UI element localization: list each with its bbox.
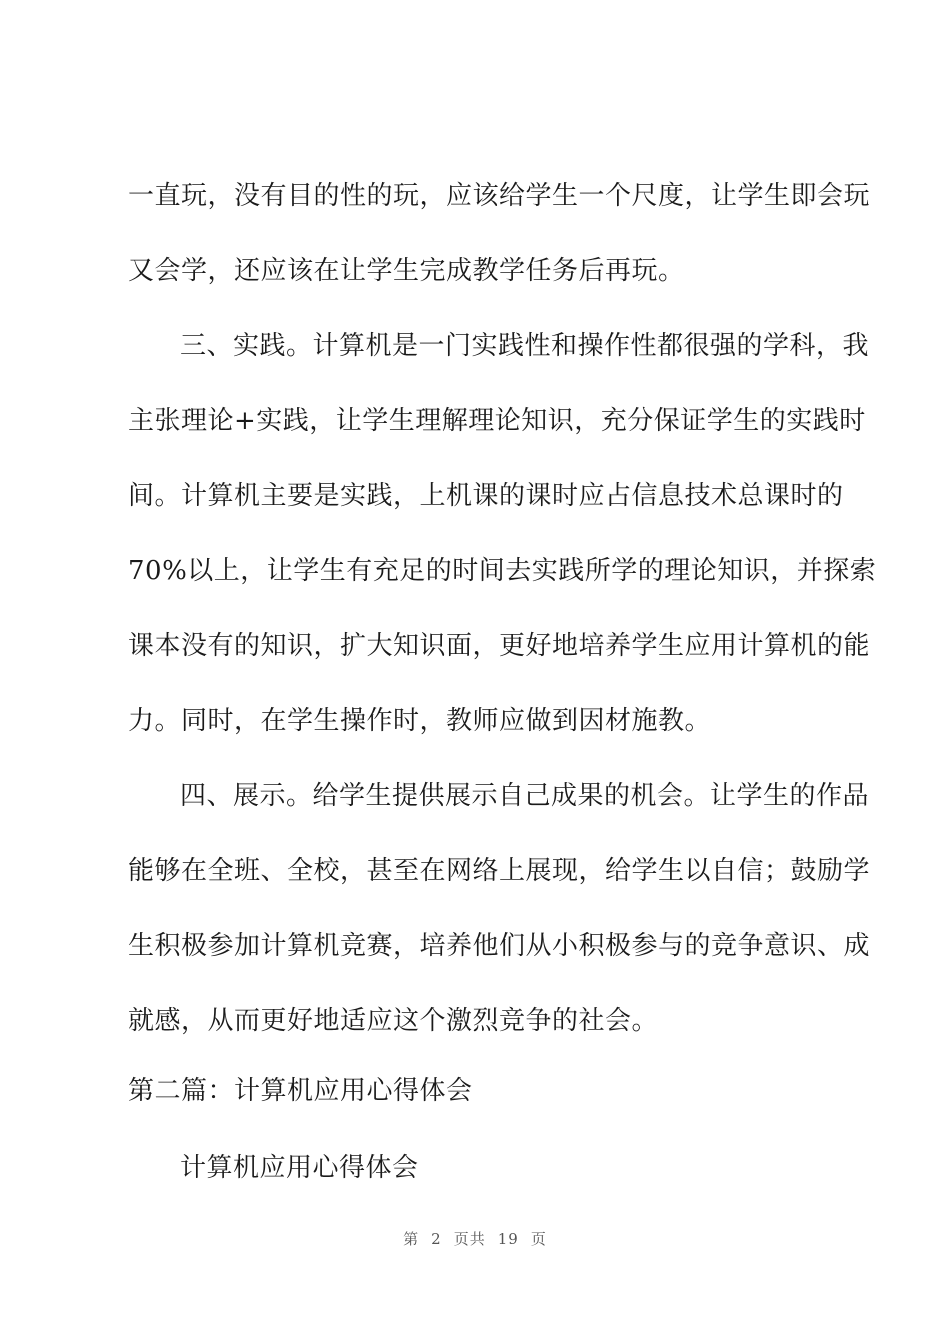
footer-middle: 页共 xyxy=(453,1230,486,1248)
paragraph-line: 四、展示。给学生提供展示自己成果的机会。让学生的作品 xyxy=(180,781,870,811)
paragraph-line: 间。计算机主要是实践，上机课的课时应占信息技术总课时的 xyxy=(128,481,844,511)
paragraph-line: 课本没有的知识，扩大知识面，更好地培养学生应用计算机的能 xyxy=(128,631,871,661)
paragraph-line: 三、实践。计算机是一门实践性和操作性都很强的学科，我 xyxy=(180,331,870,361)
page-footer xyxy=(0,1228,950,1249)
paragraph-line: 又会学，还应该在让学生完成教学任务后再玩。 xyxy=(128,256,685,286)
section-subtitle: 计算机应用心得体会 xyxy=(180,1153,419,1183)
paragraph-line: 主张理论+实践，让学生理解理论知识，充分保证学生的实践时 xyxy=(128,406,866,436)
section-heading: 第二篇：计算机应用心得体会 xyxy=(128,1076,473,1106)
footer-page-number: 2 xyxy=(431,1230,442,1248)
paragraph-line: 生积极参加计算机竞赛，培养他们从小积极参与的竞争意识、成 xyxy=(128,931,871,961)
paragraph-line: 能够在全班、全校，甚至在网络上展现，给学生以自信；鼓励学 xyxy=(128,856,871,886)
footer-prefix: 第 xyxy=(403,1230,420,1248)
paragraph-line: 一直玩，没有目的性的玩，应该给学生一个尺度，让学生即会玩 xyxy=(128,181,871,211)
paragraph-line: 70%以上，让学生有充足的时间去实践所学的理论知识，并探索 xyxy=(128,556,877,586)
footer-total-pages: 19 xyxy=(497,1230,519,1248)
paragraph-line: 力。同时，在学生操作时，教师应做到因材施教。 xyxy=(128,706,712,736)
paragraph-line: 就感，从而更好地适应这个激烈竞争的社会。 xyxy=(128,1006,659,1036)
footer-suffix: 页 xyxy=(530,1230,547,1248)
